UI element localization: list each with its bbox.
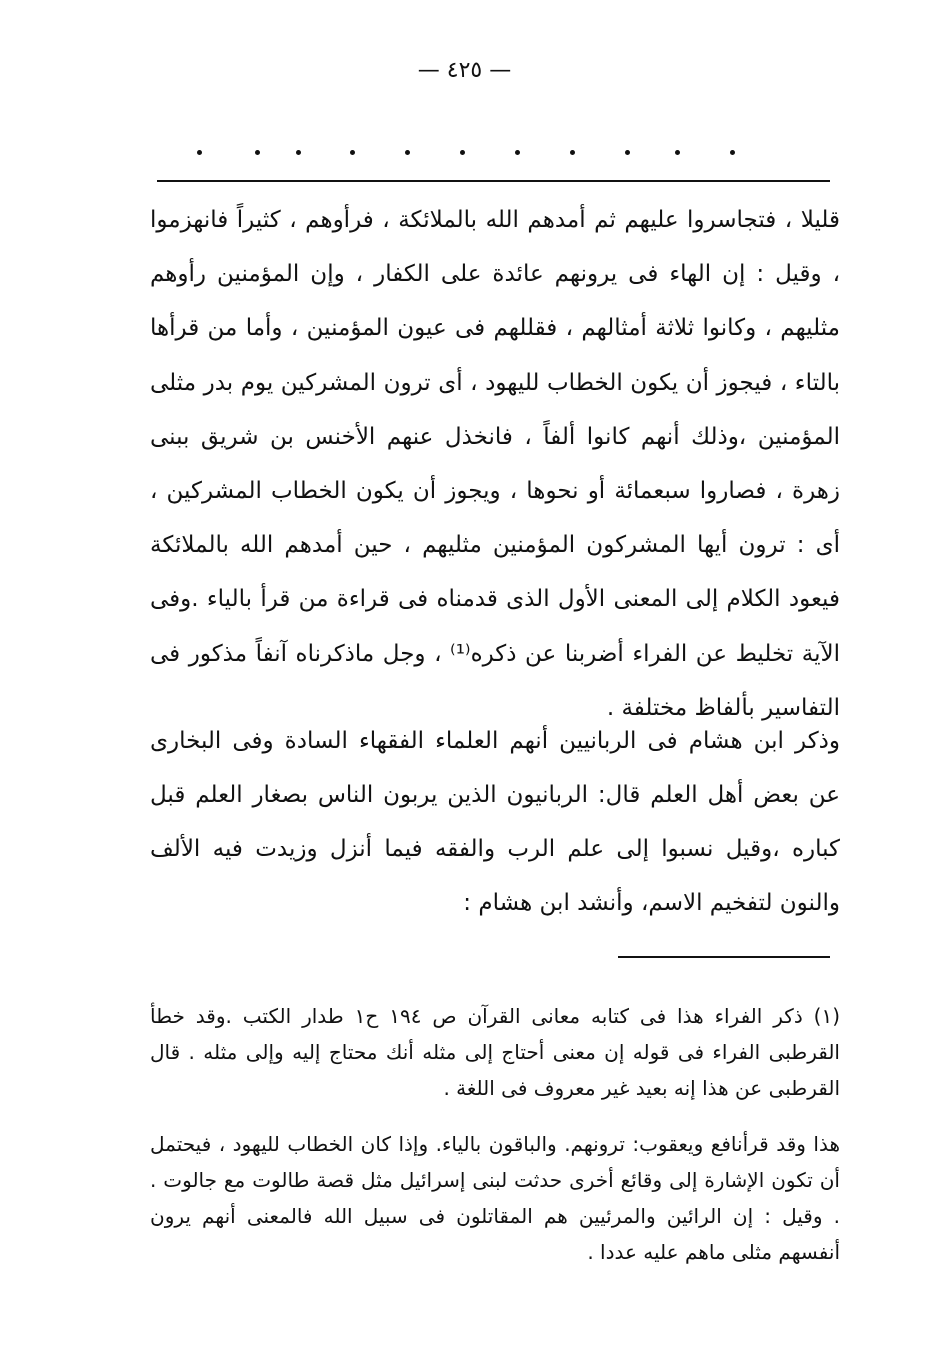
header-rule: [157, 180, 830, 182]
second-paragraph-text: وذكر ابن هشام فى الربانيين أنهم العلماء الفقهاء السادة وفى البخارى عن بعض أهل العلم قال: الربانيون الذين يربون الناس بصغار العلم قبل كباره ،وقيل نسبوا إلى علم الرب والفقه فيما أنزل وزيدت فيه الألف والنون لتفخيم الاسم، وأنشد ابن هشام :: [150, 728, 840, 916]
ornament-dot: [405, 150, 410, 155]
main-paragraph-text: قليلا ، فتجاسروا عليهم ثم أمدهم الله بالملائكة ، فرأوهم ، كثيراً فانهزموا ، وقيل : إن الهاء فى يرونهم عائدة على الكفار ، وإن المؤمنين رأوهم مثليهم ، وكانوا ثلاثة أمثالهم ، فقللهم فى عيون المؤمنين ، وأما من قرأها بالتاء ، فيجوز أن يكون الخطاب لليهود ، أى ترون المشركين يوم بدر مثلى المؤمنين ،وذلك أنهم كانوا ألفاً ، فانخذل عنهم الأخنس بن شريق ببنى زهرة ، فصاروا سبعمائة أو نحوها ، ويجوز أن يكون الخطاب المشركين ، أى : ترون أيها المشركون المؤمنين مثليهم ، حين أمدهم الله بالملائكة فيعود الكلام إلى المعنى الأول الذى قدمناه فى قراءة من قرأ بالياء .وفى الآية تخليط عن الفراء أضربنا عن ذكره⁽¹⁾ ، وجل ماذكرناه آنفاً مذكور فى التفاسير بألفاظ مختلفة .: [150, 207, 840, 721]
ornament-dot: [675, 150, 680, 155]
ornament-dot: [515, 150, 520, 155]
second-paragraph: [150, 714, 840, 930]
ornament-dots: [185, 142, 745, 162]
footnote-1: (١) ذكر الفراء هذا فى كتابه معانى القرآن ص ١٩٤ ح١ طدار الكتب .وقد خطأ القرطبى الفراء فى قوله إن معنى أحتاج إلى مثله أنك محتاج إليه وإلى مثله . قال القرطبى عن هذا إنه بعيد غير معروف فى اللغة .: [150, 1004, 841, 1100]
ornament-dot: [730, 150, 735, 155]
ornament-dot: [350, 150, 355, 155]
main-paragraph: [150, 193, 840, 735]
ornament-dot: [460, 150, 465, 155]
ornament-dot: [197, 150, 202, 155]
footnote-2: هذا وقد قرأنافع ويعقوب: ترونهم. والباقون بالياء. وإذا كان الخطاب لليهود ، فيحتمل أن تكون الإشارة إلى وقائع أخرى حدثت لبنى إسرائيل مثل قصة طالوت مع جالوت . . وقيل : إن الرائين والمرئيين هم المقاتلون فى سبيل الله فالمعنى أنهم يرون أنفسهم مثلى ماهم عليه عددا .: [150, 1132, 840, 1264]
ornament-dot: [570, 150, 575, 155]
page-number: — ٤٢٥ —: [417, 58, 512, 83]
ornament-dot: [296, 150, 301, 155]
ornament-dot: [255, 150, 260, 155]
footnotes: [150, 998, 840, 1270]
footnote-rule: [618, 956, 830, 958]
ornament-dot: [625, 150, 630, 155]
